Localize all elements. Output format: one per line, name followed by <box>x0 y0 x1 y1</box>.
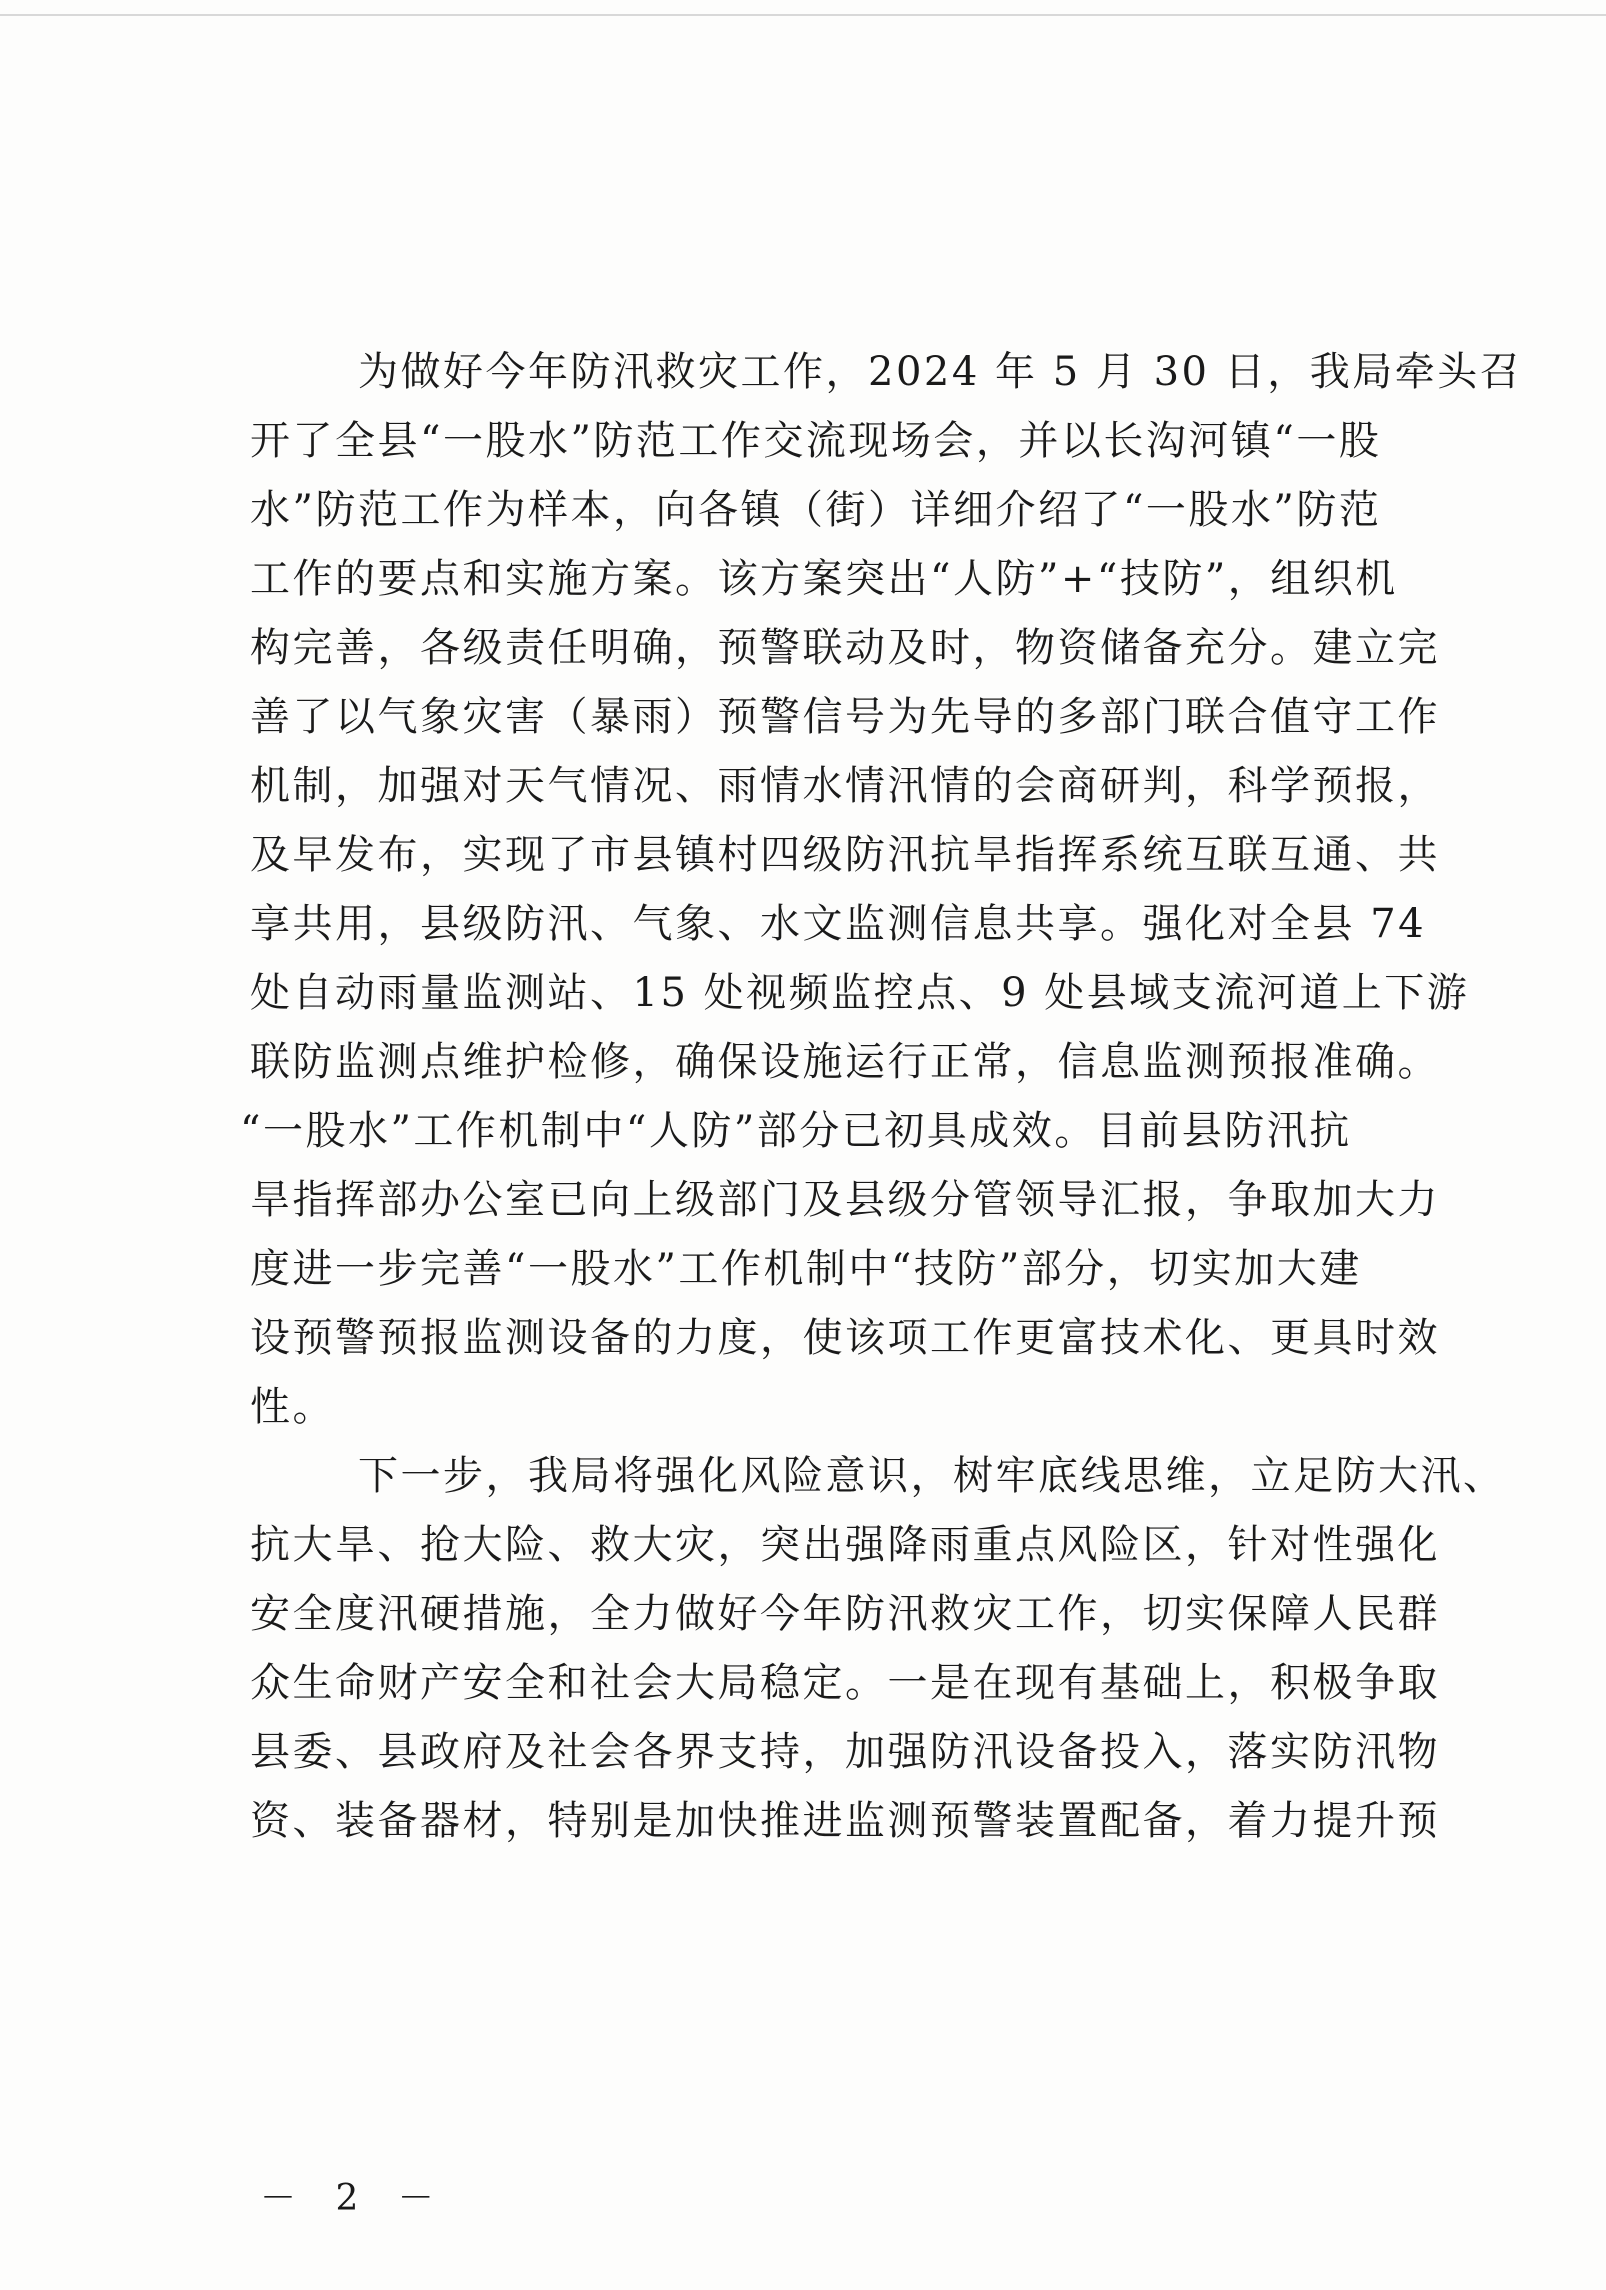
paragraph-1-line-14: 度进一步完善“一股水”工作机制中“技防”部分，切实加大建 <box>250 1246 1362 1292</box>
paragraph-1-line-15: 设预警预报监测设备的力度，使该项工作更富技术化、更具时效 <box>250 1315 1440 1361</box>
paragraph-1-line-12: “一股水”工作机制中“人防”部分已初具成效。目前县防汛抗 <box>240 1108 1352 1154</box>
scan-edge-line <box>0 14 1606 16</box>
paragraph-2-line-1: 下一步，我局将强化风险意识，树牢底线思维，立足防大汛、 <box>358 1453 1506 1499</box>
paragraph-1-line-3: 水”防范工作为样本，向各镇（街）详细介绍了“一股水”防范 <box>250 487 1382 533</box>
paragraph-2-line-2: 抗大旱、抢大险、救大灾，突出强降雨重点风险区，针对性强化 <box>250 1522 1440 1568</box>
paragraph-1-line-13: 旱指挥部办公室已向上级部门及县级分管领导汇报，争取加大力 <box>250 1177 1440 1223</box>
paragraph-1-line-6: 善了以气象灾害（暴雨）预警信号为先导的多部门联合值守工作 <box>250 694 1440 740</box>
paragraph-1-line-5: 构完善，各级责任明确，预警联动及时，物资储备充分。建立完 <box>250 625 1440 671</box>
paragraph-1-line-11: 联防监测点维护检修，确保设施运行正常，信息监测预报准确。 <box>250 1039 1440 1085</box>
paragraph-1-line-7: 机制，加强对天气情况、雨情水情汛情的会商研判，科学预报， <box>250 763 1440 809</box>
paragraph-1-line-16: 性。 <box>250 1384 335 1430</box>
paragraph-1-line-9: 享共用，县级防汛、气象、水文监测信息共享。强化对全县 74 <box>250 901 1427 947</box>
paragraph-2-line-5: 县委、县政府及社会各界支持，加强防汛设备投入，落实防汛物 <box>250 1729 1440 1775</box>
paragraph-1-line-1: 为做好今年防汛救灾工作，2024 年 5 月 30 日，我局牵头召 <box>358 349 1523 395</box>
paragraph-1-line-10: 处自动雨量监测站、15 处视频监控点、9 处县域支流河道上下游 <box>250 970 1470 1016</box>
paragraph-1-line-2: 开了全县“一股水”防范工作交流现场会，并以长沟河镇“一股 <box>250 418 1382 464</box>
paragraph-2-line-3: 安全度汛硬措施，全力做好今年防汛救灾工作，切实保障人民群 <box>250 1591 1440 1637</box>
paragraph-2-line-6: 资、装备器材，特别是加快推进监测预警装置配备，着力提升预 <box>250 1798 1440 1844</box>
body-text <box>240 338 1523 1856</box>
page-number: － 2 － <box>260 2178 448 2219</box>
paragraph-1-line-8: 及早发布，实现了市县镇村四级防汛抗旱指挥系统互联互通、共 <box>250 832 1440 878</box>
paragraph-1-line-4: 工作的要点和实施方案。该方案突出“人防”+“技防”，组织机 <box>250 556 1398 602</box>
paragraph-2-line-4: 众生命财产安全和社会大局稳定。一是在现有基础上，积极争取 <box>250 1660 1440 1706</box>
